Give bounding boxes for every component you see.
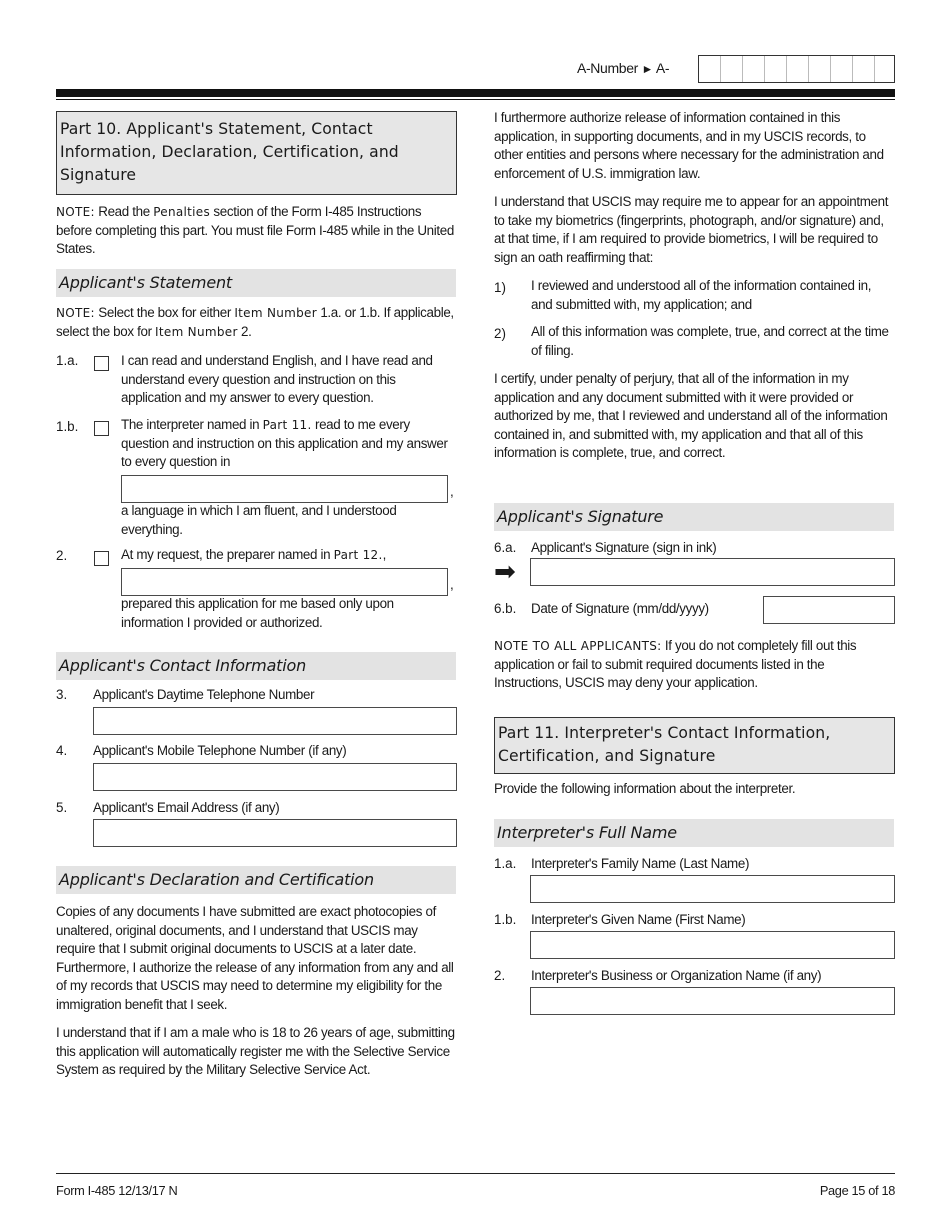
oath-item-2: All of this information was complete, true, and correct at the time of filing. xyxy=(531,324,889,358)
oath-item-1: I reviewed and understood all of the information contained in, and submitted with, my application; and xyxy=(531,278,872,312)
mobile-phone-label: Applicant's Mobile Telephone Number (if any) xyxy=(93,743,347,758)
list-number: 1) xyxy=(494,280,506,295)
page-number: Page 15 of 18 xyxy=(819,1183,895,1198)
daytime-phone-input[interactable] xyxy=(93,707,457,735)
item-number: 1.a. xyxy=(494,856,517,871)
part11-intro: Provide the following information about the interpreter. xyxy=(494,781,796,796)
arrow-right-icon: ➡ xyxy=(494,557,516,587)
email-label: Applicant's Email Address (if any) xyxy=(93,800,280,815)
signature-label: Applicant's Signature (sign in ink) xyxy=(531,540,717,555)
a-number-label: A-Number ► A- xyxy=(577,60,670,76)
organization-name-input[interactable] xyxy=(530,987,895,1015)
item-2-text: At my request, the preparer named in Part 12., xyxy=(121,547,386,562)
comma: , xyxy=(450,577,454,592)
given-name-input[interactable] xyxy=(530,931,895,959)
interpreter-checkbox[interactable] xyxy=(94,421,109,436)
email-input[interactable] xyxy=(93,819,457,847)
header-rule xyxy=(56,89,895,97)
item-number: 1.b. xyxy=(56,419,79,434)
family-name-input[interactable] xyxy=(530,875,895,903)
item-number: 1.a. xyxy=(56,353,79,368)
declaration-para-1: Copies of any documents I have submitted are exact photocopies of unaltered, original documents, and I understand that USCIS may require that I submit original documents to USCIS at a later date. Furthermore, I authorize the release of any information from any and all of my records that USCIS may need to determine my eligibility for the immigration benefit that I seek. xyxy=(56,904,454,1012)
footer-rule xyxy=(56,1173,895,1174)
part10-title: Part 10. Applicant's Statement, Contact Information, Declaration, Certification, and Signature xyxy=(56,111,457,195)
item-1b-text: The interpreter named in Part 11. read to me every question and instruction on this application and my answer to every question in xyxy=(121,417,448,470)
item-number: 6.b. xyxy=(494,601,517,616)
preparer-input[interactable] xyxy=(121,568,448,596)
section-declaration: Applicant's Declaration and Certification xyxy=(56,866,456,894)
certify-para: I certify, under penalty of perjury, that all of the information in my application and any document submitted with it were provided or authorized by me, that I reviewed and understand all of the information contained in, and submitted with, my application and that all of this information is complete, true, and correct. xyxy=(494,371,888,461)
declaration-para-2: I understand that if I am a male who is 18 to 26 years of age, submitting this application will automatically register me with the Selective Service System as required by the Military Selective Service Act. xyxy=(56,1025,455,1078)
language-input[interactable] xyxy=(121,475,448,503)
section-interpreter-full-name: Interpreter's Full Name xyxy=(494,819,894,847)
note-to-all-applicants: NOTE TO ALL APPLICANTS: If you do not completely fill out this application or fail to submit required documents listed in the Instructions, USCIS may deny your application. xyxy=(494,638,857,691)
section-applicant-signature: Applicant's Signature xyxy=(494,503,894,531)
item-1b-after: a language in which I am fluent, and I understood everything. xyxy=(121,503,397,537)
item-1a-text: I can read and understand English, and I have read and understand every question and instruction on this application and my answer to every question. xyxy=(121,353,433,406)
list-number: 2) xyxy=(494,326,506,341)
date-of-signature-input[interactable] xyxy=(763,596,895,624)
header-rule-thin xyxy=(56,99,895,100)
item-number: 1.b. xyxy=(494,912,517,927)
date-of-signature-label: Date of Signature (mm/dd/yyyy) xyxy=(531,601,709,616)
item-number: 2. xyxy=(56,548,68,563)
family-name-label: Interpreter's Family Name (Last Name) xyxy=(531,856,750,871)
part11-title: Part 11. Interpreter's Contact Information, Certification, and Signature xyxy=(494,717,895,774)
mobile-phone-input[interactable] xyxy=(93,763,457,791)
preparer-checkbox[interactable] xyxy=(94,551,109,566)
authorize-release-para: I furthermore authorize release of information contained in this application, in supporting documents, and in my USCIS records, to other entities and persons where necessary for the administration and enforcement of U.S. immigration law. xyxy=(494,110,884,181)
english-checkbox[interactable] xyxy=(94,356,109,371)
arrow-right-icon: ► xyxy=(641,62,654,76)
part10-note: NOTE: Read the Penalties section of the Form I-485 Instructions before completing this part. You must file Form I-485 while in the United States. xyxy=(56,204,454,257)
statement-note: NOTE: Select the box for either Item Number 1.a. or 1.b. If applicable, select the box for Item Number 2. xyxy=(56,305,454,339)
given-name-label: Interpreter's Given Name (First Name) xyxy=(531,912,746,927)
organization-name-label: Interpreter's Business or Organization Name (if any) xyxy=(531,968,822,983)
daytime-phone-label: Applicant's Daytime Telephone Number xyxy=(93,687,315,702)
item-number: 2. xyxy=(494,968,506,983)
biometrics-para: I understand that USCIS may require me to appear for an appointment to take my biometrics (fingerprints, photograph, and/or signature) and, at that time, if I am required to provide biometrics, I will be required to sign an oath reaffirming that: xyxy=(494,194,889,265)
item-number: 4. xyxy=(56,743,68,758)
comma: , xyxy=(450,484,454,499)
item-2-after: prepared this application for me based only upon information I provided or authorized. xyxy=(121,596,394,630)
form-id: Form I-485 12/13/17 N xyxy=(56,1183,178,1198)
item-number: 6.a. xyxy=(494,540,517,555)
item-number: 5. xyxy=(56,800,68,815)
section-applicant-statement: Applicant's Statement xyxy=(56,269,456,297)
signature-input[interactable] xyxy=(530,558,895,586)
item-number: 3. xyxy=(56,687,68,702)
a-number-field[interactable] xyxy=(698,55,895,83)
section-contact-information: Applicant's Contact Information xyxy=(56,652,456,680)
